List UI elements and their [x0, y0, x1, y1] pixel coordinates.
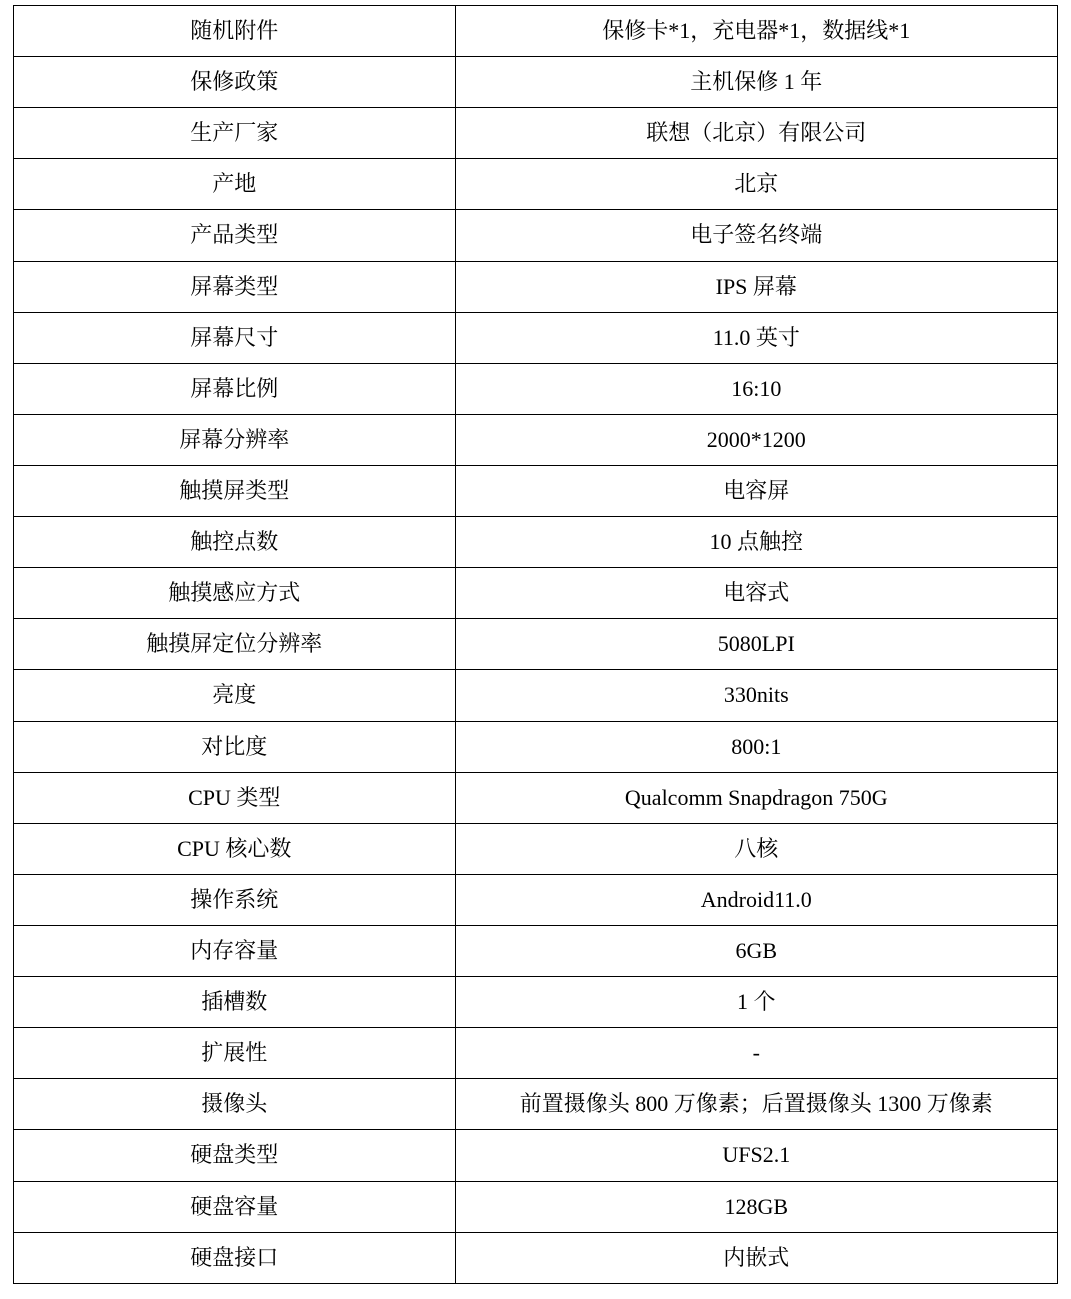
- spec-label: CPU 核心数: [14, 824, 456, 875]
- table-row: [14, 1182, 1058, 1233]
- spec-value: 电子签名终端: [456, 210, 1058, 261]
- table-row: [14, 926, 1058, 977]
- spec-value: 128GB: [456, 1182, 1058, 1233]
- table-row: [14, 364, 1058, 415]
- table-row: [14, 313, 1058, 364]
- spec-value: Qualcomm Snapdragon 750G: [456, 773, 1058, 824]
- spec-value: UFS2.1: [456, 1130, 1058, 1181]
- table-row: [14, 415, 1058, 466]
- spec-value: Android11.0: [456, 875, 1058, 926]
- spec-value: 内嵌式: [456, 1233, 1058, 1284]
- spec-label: 插槽数: [14, 977, 456, 1028]
- spec-label: 扩展性: [14, 1028, 456, 1079]
- spec-value: 联想（北京）有限公司: [456, 108, 1058, 159]
- table-row: [14, 977, 1058, 1028]
- spec-value: 1 个: [456, 977, 1058, 1028]
- spec-value: 保修卡*1，充电器*1，数据线*1: [456, 6, 1058, 57]
- table-row: [14, 722, 1058, 773]
- spec-label: 操作系统: [14, 875, 456, 926]
- spec-label: 硬盘容量: [14, 1182, 456, 1233]
- spec-label: 屏幕尺寸: [14, 313, 456, 364]
- spec-label: 触摸屏类型: [14, 466, 456, 517]
- spec-value: 前置摄像头 800 万像素；后置摄像头 1300 万像素: [456, 1079, 1058, 1130]
- spec-label: 屏幕比例: [14, 364, 456, 415]
- spec-label: 摄像头: [14, 1079, 456, 1130]
- spec-value: 330nits: [456, 670, 1058, 721]
- spec-label: 亮度: [14, 670, 456, 721]
- spec-label: 触摸屏定位分辨率: [14, 619, 456, 670]
- spec-label: 硬盘类型: [14, 1130, 456, 1181]
- spec-value: 2000*1200: [456, 415, 1058, 466]
- table-row: [14, 517, 1058, 568]
- table-row: [14, 57, 1058, 108]
- table-row: [14, 619, 1058, 670]
- spec-label: CPU 类型: [14, 773, 456, 824]
- spec-label: 触摸感应方式: [14, 568, 456, 619]
- spec-value: 电容式: [456, 568, 1058, 619]
- spec-value: 10 点触控: [456, 517, 1058, 568]
- spec-label: 硬盘接口: [14, 1233, 456, 1284]
- spec-table: [13, 5, 1058, 1284]
- spec-value: 5080LPI: [456, 619, 1058, 670]
- spec-value: 800:1: [456, 722, 1058, 773]
- table-row: [14, 210, 1058, 261]
- spec-value: 11.0 英寸: [456, 313, 1058, 364]
- spec-value: -: [456, 1028, 1058, 1079]
- table-row: [14, 1233, 1058, 1284]
- table-row: [14, 262, 1058, 313]
- table-row: [14, 6, 1058, 57]
- spec-value: 八核: [456, 824, 1058, 875]
- spec-label: 产地: [14, 159, 456, 210]
- spec-label: 随机附件: [14, 6, 456, 57]
- table-row: [14, 875, 1058, 926]
- spec-label: 触控点数: [14, 517, 456, 568]
- table-row: [14, 1028, 1058, 1079]
- table-row: [14, 159, 1058, 210]
- table-row: [14, 1079, 1058, 1130]
- table-row: [14, 1130, 1058, 1181]
- spec-label: 保修政策: [14, 57, 456, 108]
- spec-label: 内存容量: [14, 926, 456, 977]
- table-row: [14, 108, 1058, 159]
- spec-label: 屏幕分辨率: [14, 415, 456, 466]
- spec-value: 电容屏: [456, 466, 1058, 517]
- table-row: [14, 824, 1058, 875]
- table-row: [14, 773, 1058, 824]
- spec-value: 主机保修 1 年: [456, 57, 1058, 108]
- spec-label: 对比度: [14, 722, 456, 773]
- spec-value: 北京: [456, 159, 1058, 210]
- spec-value: 6GB: [456, 926, 1058, 977]
- spec-label: 产品类型: [14, 210, 456, 261]
- table-row: [14, 670, 1058, 721]
- spec-value: IPS 屏幕: [456, 262, 1058, 313]
- table-row: [14, 568, 1058, 619]
- spec-value: 16:10: [456, 364, 1058, 415]
- table-row: [14, 466, 1058, 517]
- spec-label: 屏幕类型: [14, 262, 456, 313]
- spec-label: 生产厂家: [14, 108, 456, 159]
